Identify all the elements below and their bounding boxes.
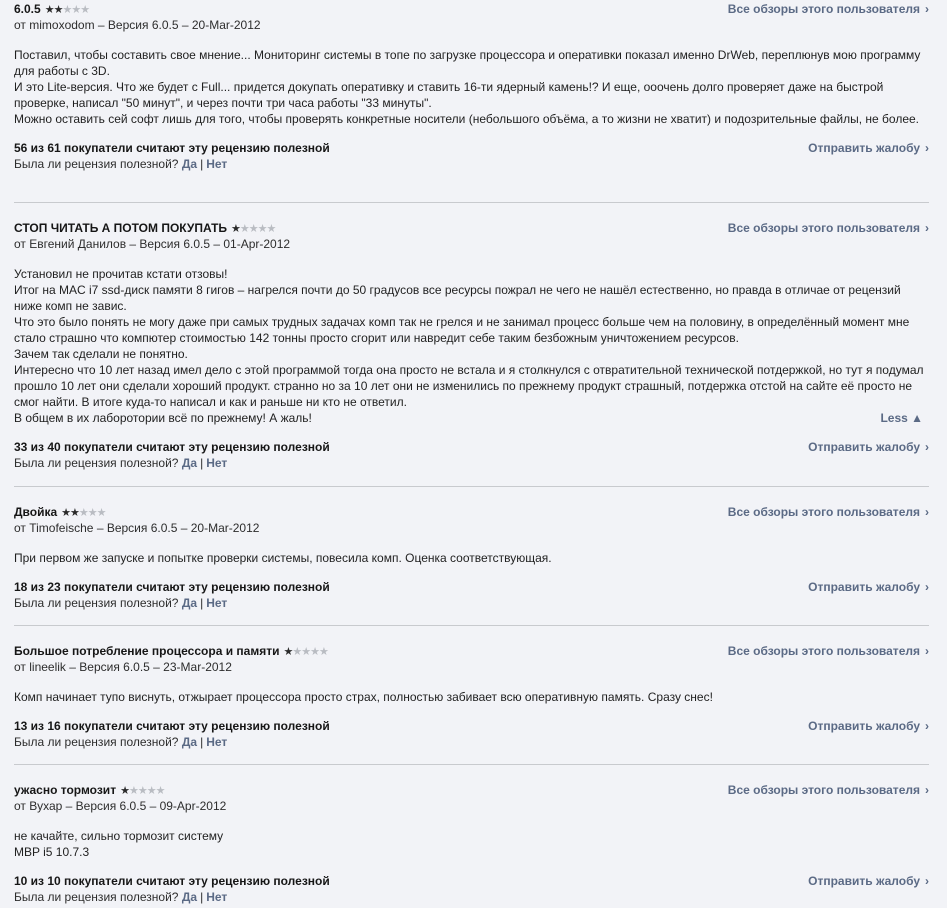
helpful-question: Была ли рецензия полезной?: [14, 157, 179, 171]
report-button[interactable]: Отправить жалобу ›: [808, 580, 929, 594]
review-header: [14, 783, 929, 798]
star-empty-icon: ★: [62, 4, 72, 16]
vote-row: [14, 157, 929, 172]
helpful-count: 33 из 40 покупатели считают эту рецензию полезной: [14, 440, 330, 454]
star-filled-icon: ★: [120, 785, 129, 797]
report-button[interactable]: Отправить жалобу ›: [808, 141, 929, 155]
report-button[interactable]: Отправить жалобу ›: [808, 440, 929, 454]
review-meta: от lineelik – Версия 6.0.5 – 23-Mar-2012: [14, 660, 232, 674]
vote-no-link[interactable]: Нет: [206, 735, 228, 749]
star-empty-icon: ★: [301, 646, 311, 658]
review-header: [14, 505, 929, 520]
star-rating: [231, 222, 275, 237]
review-meta: от Timofeische – Версия 6.0.5 – 20-Mar-2012: [14, 521, 260, 535]
review-item: [14, 783, 929, 905]
star-empty-icon: ★: [80, 4, 90, 16]
star-empty-icon: ★: [137, 785, 147, 797]
review-body: При первом же запуске и попытке проверки системы, повесила комп. Оценка соответствующая.: [14, 551, 552, 565]
review-header: [14, 221, 929, 236]
review-meta: от Евгений Данилов – Версия 6.0.5 – 01-Apr-2012: [14, 237, 291, 251]
divider: [14, 764, 929, 765]
report-button[interactable]: Отправить жалобу ›: [808, 719, 929, 733]
vote-row: [14, 596, 929, 611]
vote-row: [14, 890, 929, 905]
review-title: ужасно тормозит: [14, 783, 117, 797]
review-title: 6.0.5: [14, 2, 41, 16]
star-rating: [120, 784, 164, 799]
all-reviews-link[interactable]: Все обзоры этого пользователя ›: [727, 221, 929, 235]
vote-row: [14, 456, 929, 471]
all-reviews-link[interactable]: Все обзоры этого пользователя ›: [727, 644, 929, 658]
helpful-question: Была ли рецензия полезной?: [14, 735, 179, 749]
star-empty-icon: ★: [266, 223, 276, 235]
vote-yes-link[interactable]: Да: [181, 735, 198, 749]
vote-separator: |: [200, 596, 204, 610]
vote-no-link[interactable]: Нет: [206, 596, 228, 610]
report-button[interactable]: Отправить жалобу ›: [808, 874, 929, 888]
helpful-count: 18 из 23 покупатели считают эту рецензию полезной: [14, 580, 330, 594]
star-empty-icon: ★: [87, 507, 97, 519]
vote-yes-link[interactable]: Да: [181, 157, 198, 171]
star-empty-icon: ★: [239, 223, 249, 235]
vote-separator: |: [200, 157, 204, 171]
vote-yes-link[interactable]: Да: [181, 596, 198, 610]
review-item: [14, 505, 929, 611]
review-title: СТОП ЧИТАТЬ А ПОТОМ ПОКУПАТЬ: [14, 221, 228, 235]
star-empty-icon: ★: [318, 646, 328, 658]
star-empty-icon: ★: [310, 646, 319, 658]
star-empty-icon: ★: [257, 223, 267, 235]
star-rating: [45, 3, 89, 18]
star-empty-icon: ★: [248, 223, 258, 235]
chevron-right-icon: ›: [925, 580, 929, 594]
chevron-right-icon: ›: [925, 783, 929, 797]
star-filled-icon: ★: [70, 507, 79, 519]
all-reviews-link[interactable]: Все обзоры этого пользователя ›: [727, 505, 929, 519]
review-item: [14, 2, 929, 172]
review-body: Комп начинает тупо виснуть, отжырает процессора просто страх, полностью забивает всю оперативную память. Сразу снес!: [14, 690, 713, 704]
vote-separator: |: [200, 735, 204, 749]
chevron-right-icon: ›: [925, 644, 929, 658]
chevron-right-icon: ›: [925, 2, 929, 16]
star-filled-icon: ★: [53, 4, 63, 16]
review-body: Поставил, чтобы составить свое мнение... Мониторинг системы в топе по загрузке процессора и оперативки показал именно DrWeb, переплюнув мою программу для работы с 3D. И это Lite-версия. Что же будет с Full... придется докупать оперативку и ставить 16-ти ядерный камень!? И еще, ооочень долго проверяет даже на быстрой проверке, написал "50 минут", и через почти три часа работы "33 минуты". Можно оставить сей софт лишь для того, чтобы проверять конкретные носители (небольшого объёма, а то жизни не хватит) и подозрительные файлы, не более.: [14, 48, 921, 126]
star-filled-icon: ★: [61, 507, 71, 519]
helpful-question: Была ли рецензия полезной?: [14, 596, 179, 610]
chevron-right-icon: ›: [925, 874, 929, 888]
vote-no-link[interactable]: Нет: [206, 456, 228, 470]
chevron-right-icon: ›: [925, 505, 929, 519]
helpful-row: [14, 719, 929, 734]
helpful-count: 13 из 16 покупатели считают эту рецензию полезной: [14, 719, 330, 733]
vote-no-link[interactable]: Нет: [206, 157, 228, 171]
helpful-row: [14, 141, 929, 156]
all-reviews-link[interactable]: Все обзоры этого пользователя ›: [727, 2, 929, 16]
star-empty-icon: ★: [78, 507, 88, 519]
all-reviews-link[interactable]: Все обзоры этого пользователя ›: [727, 783, 929, 797]
review-title: Двойка: [14, 505, 58, 519]
review-body: не качайте, сильно тормозит систему MBP i5 10.7.3: [14, 829, 224, 859]
star-filled-icon: ★: [283, 646, 293, 658]
vote-no-link[interactable]: Нет: [206, 890, 228, 904]
review-meta: от mimoxodom – Версия 6.0.5 – 20-Mar-2012: [14, 18, 261, 32]
vote-separator: |: [200, 890, 204, 904]
review-header: [14, 644, 929, 659]
star-empty-icon: ★: [292, 646, 302, 658]
helpful-question: Была ли рецензия полезной?: [14, 456, 179, 470]
helpful-row: [14, 874, 929, 889]
star-empty-icon: ★: [71, 4, 81, 16]
less-toggle[interactable]: Less ▲: [880, 411, 923, 425]
helpful-count: 10 из 10 покупатели считают эту рецензию полезной: [14, 874, 330, 888]
review-header: [14, 2, 929, 17]
chevron-right-icon: ›: [925, 440, 929, 454]
vote-separator: |: [200, 456, 204, 470]
review-meta: от Вухар – Версия 6.0.5 – 09-Apr-2012: [14, 799, 227, 813]
star-rating: [61, 506, 105, 521]
chevron-right-icon: ›: [925, 719, 929, 733]
divider: [14, 486, 929, 487]
helpful-row: [14, 580, 929, 595]
review-title: Большое потребление процессора и памяти: [14, 644, 280, 658]
helpful-row: [14, 440, 929, 455]
star-filled-icon: ★: [231, 223, 240, 235]
review-item: [14, 644, 929, 750]
star-rating: [283, 645, 327, 660]
star-empty-icon: ★: [155, 785, 165, 797]
star-empty-icon: ★: [96, 507, 106, 519]
star-filled-icon: ★: [44, 4, 54, 16]
review-body: Установил не прочитав кстати отзовы! Итог на MAC i7 ssd-диск памяти 8 гигов – нагрелся почти до 50 градусов все ресурсы пожрал не чего не нашёл естественно, но правда в отличае от рецензий ниже комп не завис. Что это было понять не могу даже при самых трудных задачах комп так не грелся и не занимал процесс больше чем на половину, в определённый момент мне стало страшно что компютер стоимостью 142 тонны просто сгорит или навредит себе таким безбожным уничтожением ресурсов. Зачем так сделали не понятно. Интересно что 10 лет назад имел дело с этой программой тогда она просто не встала и я столкнулся с отвратительной технической потдержкой, но тут я подумал прошло 10 лет они сделали хороший продукт. странно но за 10 лет они не изменились по прежнему продукт страшный, потдержка отстой на сайте её просто не смог найти. В итоге куда-то написал и как и раньше ни кто не ответил. В общем в их лаборотории всё по прежнему! А жаль! Less ▲: [14, 267, 924, 425]
vote-row: [14, 735, 929, 750]
helpful-count: 56 из 61 покупатели считают эту рецензию полезной: [14, 141, 330, 155]
chevron-right-icon: ›: [925, 141, 929, 155]
chevron-right-icon: ›: [925, 221, 929, 235]
vote-yes-link[interactable]: Да: [181, 890, 198, 904]
star-empty-icon: ★: [128, 785, 138, 797]
divider: [14, 625, 929, 626]
star-empty-icon: ★: [146, 785, 156, 797]
helpful-question: Была ли рецензия полезной?: [14, 890, 179, 904]
divider: [14, 202, 929, 203]
review-item: [14, 221, 929, 471]
vote-yes-link[interactable]: Да: [181, 456, 198, 470]
